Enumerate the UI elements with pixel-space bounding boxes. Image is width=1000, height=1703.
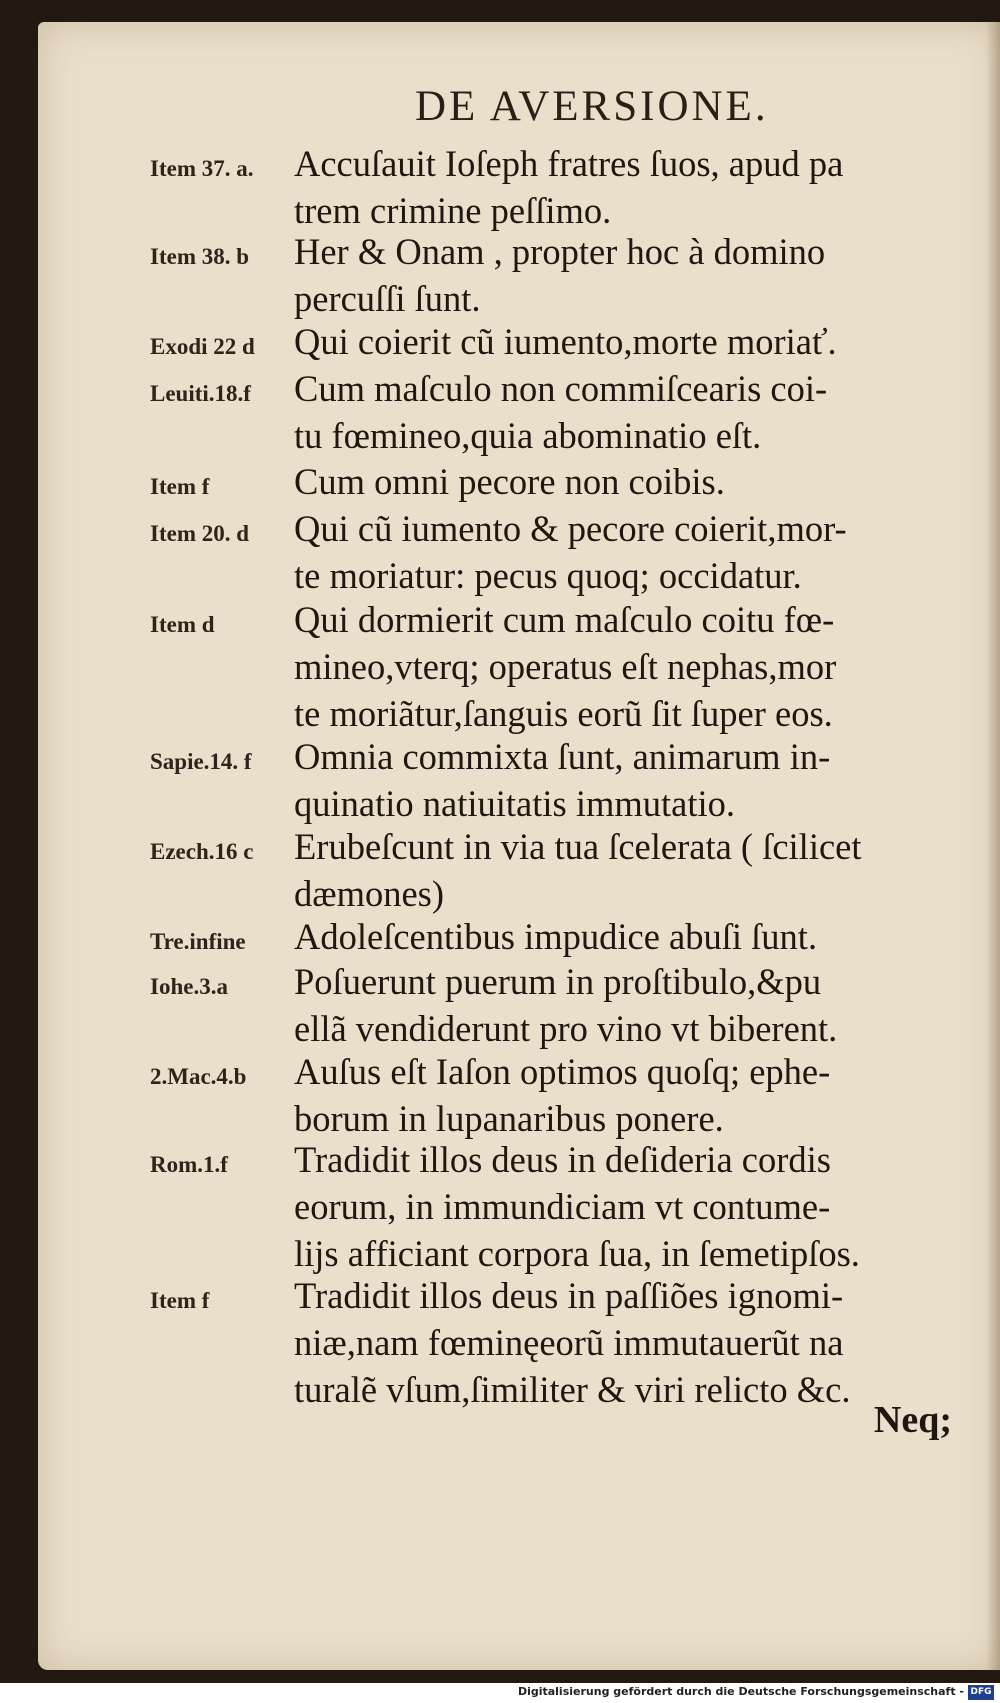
marginal-reference: Ezech.16 c [150,839,254,864]
entry-text: Qui cũ iumento & pecore coierit,mor- te moriatur: pecus quoq; occidatur. [294,508,847,596]
marginal-reference: Item f [150,1288,210,1313]
marginal-reference: Tre.infine [150,929,246,954]
entry-text: Cum maſculo non commiſcearis coi- tu fœmineo,quia abominatio eſt. [294,368,828,456]
catchword: Neq; [873,1399,952,1441]
marginal-reference: Item f [150,474,210,499]
page-edge-shadow [986,22,1000,1670]
entry-text: Auſus eſt Iaſon optimos quoſq; ephe- borum in lupanaribus ponere. [294,1051,831,1139]
funding-credit: Digitalisierung gefördert durch die Deutsche Forschungsgemeinschaft - [517,1685,964,1698]
marginal-reference: Leuiti.18.f [150,381,251,406]
marginal-reference: 2.Mac.4.b [150,1064,247,1089]
entry-text: Qui dormierit cum maſculo coitu fœ- mineo,vterq; operatus eſt nephas,mor te moriãtur,ſanguis eorũ ſit ſuper eos. [294,599,837,734]
entry-text: Her & Onam , propter hoc à domino percuſſi ſunt. [294,231,826,319]
marginal-reference: Item d [150,612,215,637]
running-header: DE AVERSIONE. [415,83,769,130]
entry-text: Tradidit illos deus in deſideria cordis eorum, in immundiciam vt contume- lijs afficiant corpora ſua, in ſemetipſos. [294,1139,860,1274]
entry-text: Erubeſcunt in via tua ſcelerata ( ſcilicet dæmones) [294,826,862,914]
marginal-reference: Rom.1.f [150,1152,228,1177]
marginal-reference: Sapie.14. f [150,749,252,774]
entry-text: Poſuerunt puerum in proſtibulo,&pu ellã vendiderunt pro vino vt biberent. [294,961,838,1049]
marginal-reference: Item 37. a. [150,156,254,181]
marginal-reference: Item 38. b [150,244,250,269]
marginal-reference: Exodi 22 d [150,334,255,359]
entry-text: Omnia commixta ſunt, animarum in- quinatio natiuitatis immutatio. [294,736,831,824]
entry-text: Adoleſcentibus impudice abuſi ſunt. [294,916,818,957]
entry-text: Qui coierit cũ iumento,morte moriať. [294,321,837,362]
marginal-reference: Item 20. d [150,521,250,546]
dfg-logo: DFG [968,1685,994,1700]
entry-text: Accuſauit Ioſeph fratres ſuos, apud pa trem crimine peſſimo. [294,143,844,231]
entry-text: Tradidit illos deus in paſſiões ignomi- niæ,nam fœminęeorũ immutauerũt na turalẽ vſum,ſimiliter & viri relicto &c. [294,1275,851,1410]
entry-text: Cum omni pecore non coibis. [294,461,725,502]
marginal-reference: Iohe.3.a [150,974,228,999]
